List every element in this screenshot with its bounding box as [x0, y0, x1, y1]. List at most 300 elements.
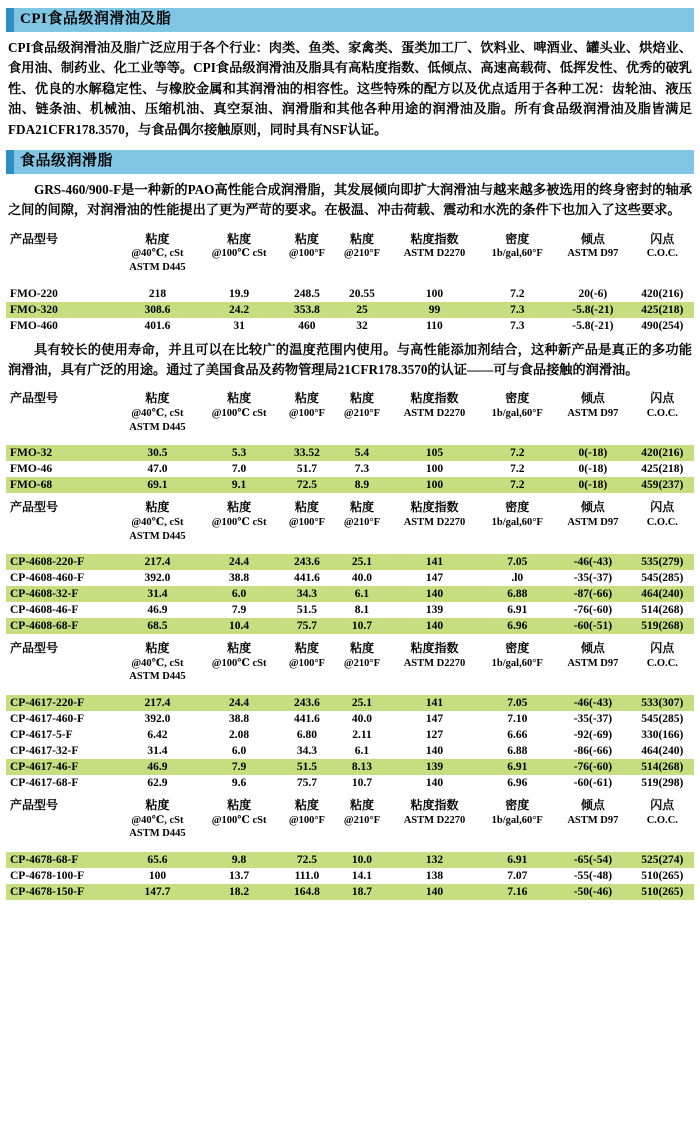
col-flash-point: [631, 797, 694, 842]
cell-pour: -76(-60): [573, 604, 613, 617]
cell-model: CP-4617-460-F: [10, 713, 85, 726]
cell-density: 7.3: [479, 302, 555, 318]
col-vi-sub: ASTM D2270: [403, 248, 466, 260]
table-row: [6, 727, 694, 743]
col-visc-100c-main: 粘度: [227, 231, 252, 246]
col-model: 产品型号: [10, 231, 59, 246]
col-visc-40c-main: 粘度: [145, 231, 170, 246]
col-viscosity-index: [390, 499, 480, 544]
cell-density: 6.91: [479, 759, 555, 775]
cell-model: FMO-46: [10, 463, 53, 476]
cell-density: 6.88: [479, 586, 555, 602]
col-pour-main: 倾点: [580, 231, 605, 246]
col-visc-210f: [334, 640, 389, 685]
table-header-row: [6, 499, 694, 544]
col-pour-point: [555, 231, 631, 276]
col-visc-40c-sub2: ASTM D445: [129, 261, 186, 273]
col-visc-210f-sub: @210°F: [343, 408, 381, 420]
cell-density: 6.88: [507, 745, 528, 758]
cell-model: CP-4608-220-F: [6, 554, 116, 570]
table-row: [6, 570, 694, 586]
cell-flash: 514(268): [641, 604, 684, 617]
cell-visc-100c: 19.9: [229, 287, 250, 300]
cell-visc-100f: 353.8: [279, 302, 334, 318]
table-row: [6, 302, 694, 318]
col-visc-40c-main: 粘度: [145, 798, 170, 813]
table-body: [6, 842, 694, 900]
cell-density: 7.2: [510, 463, 525, 476]
cell-flash: 420(216): [641, 287, 684, 300]
col-pour-main: 倾点: [580, 641, 605, 656]
cell-visc-40c: 392.0: [144, 713, 171, 726]
cell-density: 7.05: [479, 695, 555, 711]
cell-visc-100f: 72.5: [279, 477, 334, 493]
cell-pour: -60(-61): [573, 777, 613, 790]
cell-visc-40c: 65.6: [116, 852, 199, 868]
cell-visc-100c: 6.0: [199, 586, 280, 602]
accent-bar: [6, 150, 14, 174]
cell-flash: 464(240): [641, 745, 684, 758]
cell-visc-40c: 30.5: [116, 445, 199, 461]
col-visc-40c: [116, 499, 199, 544]
cell-visc-40c: 46.9: [116, 759, 199, 775]
col-visc-100c-main: 粘度: [227, 798, 252, 813]
section-title: 食品级润滑脂: [14, 150, 694, 174]
cell-vi: 99: [390, 302, 480, 318]
cell-flash: 510(265): [631, 884, 694, 900]
col-pour-sub: ASTM D97: [567, 814, 619, 826]
table-row: [6, 445, 694, 461]
cell-visc-210f: 10.7: [351, 777, 373, 790]
col-visc-40c-sub2: ASTM D445: [129, 671, 186, 683]
cell-visc-210f: 25.1: [334, 695, 389, 711]
col-pour-point: [555, 499, 631, 544]
col-density-main: 密度: [505, 798, 530, 813]
col-visc-40c-main: 粘度: [145, 500, 170, 515]
table-row: [6, 695, 694, 711]
cell-vi: 140: [390, 618, 480, 634]
cell-model: CP-4617-5-F: [10, 729, 73, 742]
col-pour-main: 倾点: [580, 798, 605, 813]
col-density-main: 密度: [505, 641, 530, 656]
cell-vi: 140: [425, 777, 444, 790]
cell-pour: -55(-48): [573, 869, 613, 882]
cell-visc-210f: 32: [356, 319, 368, 332]
cell-pour: -46(-43): [555, 695, 631, 711]
col-density-sub: 1b/gal,60°F: [491, 516, 543, 528]
col-visc-100c-main: 粘度: [227, 391, 252, 406]
cell-vi: 141: [390, 554, 480, 570]
cell-visc-100f: 75.7: [296, 777, 317, 790]
cell-visc-100f: 51.5: [279, 759, 334, 775]
cell-density: 7.16: [479, 884, 555, 900]
col-pour-sub: ASTM D97: [567, 248, 619, 260]
cell-vi: 147: [425, 572, 444, 585]
col-visc-100f-sub: @100°F: [288, 248, 325, 260]
cell-pour: 0(-18): [555, 477, 631, 493]
col-visc-40c: [116, 640, 199, 685]
cell-pour: -46(-43): [555, 554, 631, 570]
col-flash-sub: C.O.C.: [646, 516, 678, 528]
cell-model: FMO-460: [10, 319, 58, 332]
cell-visc-100f: 51.5: [296, 604, 317, 617]
cell-visc-100c: 2.08: [229, 729, 250, 742]
cell-visc-40c: 47.0: [147, 463, 168, 476]
cell-visc-210f: 2.11: [352, 729, 372, 742]
col-visc-40c: [116, 231, 199, 276]
cell-visc-210f: 18.7: [334, 884, 389, 900]
cell-visc-100c: 38.8: [229, 572, 250, 585]
cell-density: 7.3: [510, 319, 525, 332]
table-row: [6, 868, 694, 884]
col-visc-40c-sub1: @40℃, cSt: [131, 516, 184, 528]
cell-flash: 525(274): [631, 852, 694, 868]
cell-pour: -35(-37): [573, 572, 613, 585]
cell-model: FMO-320: [6, 302, 116, 318]
col-density: [479, 231, 555, 276]
cell-pour: -87(-66): [555, 586, 631, 602]
cell-visc-100c: 9.8: [199, 852, 280, 868]
col-vi-main: 粘度指数: [410, 391, 459, 406]
cell-visc-210f: 20.55: [349, 287, 375, 300]
cell-visc-210f: 6.1: [354, 745, 370, 758]
col-visc-40c-sub2: ASTM D445: [129, 530, 186, 542]
cell-flash: 545(285): [641, 572, 684, 585]
col-visc-100f: [279, 390, 334, 435]
col-viscosity-index: [390, 390, 480, 435]
cell-visc-100c: 7.9: [199, 759, 280, 775]
col-visc-100f-sub: @100°F: [288, 657, 325, 669]
col-visc-100c: [199, 797, 280, 842]
col-vi-sub: ASTM D2270: [403, 408, 466, 420]
col-model: 产品型号: [10, 641, 59, 656]
cell-pour: -92(-69): [573, 729, 613, 742]
cell-flash: 519(298): [641, 777, 684, 790]
cell-pour: 20(-6): [578, 287, 608, 300]
cell-visc-100f: 111.0: [294, 869, 320, 882]
section-title: CPI食品级润滑油及脂: [14, 8, 694, 32]
spec-table-fmo-220: [6, 231, 694, 334]
cell-vi: 105: [390, 445, 480, 461]
accent-bar: [6, 8, 14, 32]
table-body: [6, 544, 694, 634]
cell-vi: 138: [425, 869, 444, 882]
col-density-main: 密度: [505, 500, 530, 515]
cell-pour: -5.8(-21): [572, 319, 614, 332]
cell-visc-100f: 441.6: [293, 713, 320, 726]
cell-pour: -5.8(-21): [555, 302, 631, 318]
cell-visc-100c: 6.0: [231, 745, 247, 758]
col-flash-main: 闪点: [650, 231, 675, 246]
col-visc-100f-main: 粘度: [294, 500, 319, 515]
cell-model: FMO-220: [10, 287, 58, 300]
cell-visc-210f: 5.4: [334, 445, 389, 461]
col-visc-40c-sub1: @40℃, cSt: [131, 408, 184, 420]
cell-visc-100f: 460: [298, 319, 316, 332]
cell-density: 6.91: [507, 604, 528, 617]
table-row: [6, 618, 694, 634]
cell-vi: 110: [426, 319, 443, 332]
cell-model: CP-4617-68-F: [10, 777, 79, 790]
cell-vi: 132: [390, 852, 480, 868]
col-visc-100c-main: 粘度: [227, 500, 252, 515]
cell-visc-40c: 68.5: [116, 618, 199, 634]
col-flash-sub: C.O.C.: [646, 248, 678, 260]
cell-visc-100f: 441.6: [293, 572, 320, 585]
cell-visc-100f: 34.3: [279, 586, 334, 602]
col-visc-210f: [334, 797, 389, 842]
col-model: 产品型号: [10, 500, 59, 515]
cell-model: FMO-68: [6, 477, 116, 493]
cell-visc-100f: 75.7: [279, 618, 334, 634]
col-density-main: 密度: [505, 231, 530, 246]
cell-density: 7.2: [479, 477, 555, 493]
col-pour-sub: ASTM D97: [567, 408, 619, 420]
col-visc-210f-sub: @210°F: [343, 657, 381, 669]
col-visc-100f: [279, 797, 334, 842]
col-density: [479, 390, 555, 435]
cell-vi: 147: [425, 713, 444, 726]
spacer-row: [6, 842, 694, 852]
col-visc-100f: [279, 640, 334, 685]
mid-paragraph: 具有较长的使用寿命，并且可以在比较广的温度范围内使用。与高性能添加剂结合，这种新产品是真正的多功能润滑油，具有广泛的用途。通过了美国食品及药物管理局21CFR178.3570的认证——可与食品接触的润滑油。: [8, 341, 692, 377]
cell-visc-40c: 31.4: [116, 586, 199, 602]
col-visc-40c-sub1: @40℃, cSt: [131, 657, 184, 669]
cell-flash: 514(268): [631, 759, 694, 775]
col-density-sub: 1b/gal,60°F: [491, 408, 543, 420]
col-visc-210f-main: 粘度: [349, 641, 374, 656]
table-row: [6, 884, 694, 900]
cell-model: CP-4608-32-F: [6, 586, 116, 602]
cell-visc-40c: 69.1: [116, 477, 199, 493]
cell-flash: 545(285): [641, 713, 684, 726]
col-visc-100f: [279, 231, 334, 276]
col-visc-100c-sub: @100℃ cSt: [211, 248, 267, 260]
spec-table-fmo-32: [6, 390, 694, 493]
col-visc-210f: [334, 231, 389, 276]
cell-visc-40c: 6.42: [147, 729, 168, 742]
col-visc-100f-main: 粘度: [294, 231, 319, 246]
cell-density: 6.96: [479, 618, 555, 634]
col-visc-100f-main: 粘度: [294, 391, 319, 406]
cell-model: CP-4608-460-F: [10, 572, 85, 585]
cell-visc-40c: 392.0: [144, 572, 171, 585]
cell-visc-100c: 24.4: [199, 554, 280, 570]
cell-visc-210f: 8.1: [354, 604, 370, 617]
cell-visc-100f: 33.52: [279, 445, 334, 461]
cell-visc-100f: 6.80: [296, 729, 317, 742]
cell-vi: 100: [425, 287, 444, 300]
cell-visc-40c: 46.9: [147, 604, 168, 617]
cell-visc-100c: 5.3: [199, 445, 280, 461]
col-model: 产品型号: [10, 798, 59, 813]
col-pour-point: [555, 390, 631, 435]
cell-flash: 420(216): [631, 445, 694, 461]
col-visc-100c: [199, 231, 280, 276]
grease-paragraph: GRS-460/900-F是一种新的PAO高性能合成润滑脂，其发展倾向即扩大润滑油与越来越多被选用的终身密封的轴承之间的间隙，对润滑油的性能提出了更为严苛的要求。在极温、冲击荷载、震动和水洗的条件下也加入了这些要求。: [8, 181, 692, 218]
col-visc-40c: [116, 390, 199, 435]
cell-visc-100f: 243.6: [279, 695, 334, 711]
cell-density: 7.05: [479, 554, 555, 570]
cell-density: 6.91: [479, 852, 555, 868]
table-row: [6, 318, 694, 334]
table-row: [6, 602, 694, 618]
col-vi-sub: ASTM D2270: [403, 516, 466, 528]
cell-visc-100c: 24.4: [199, 695, 280, 711]
col-visc-100f-main: 粘度: [294, 798, 319, 813]
col-model: 产品型号: [10, 391, 59, 406]
col-visc-40c-sub1: @40℃, cSt: [131, 248, 184, 260]
col-visc-210f-main: 粘度: [349, 500, 374, 515]
col-flash-main: 闪点: [650, 500, 675, 515]
col-viscosity-index: [390, 231, 480, 276]
col-visc-210f: [334, 499, 389, 544]
table-row: [6, 852, 694, 868]
cell-visc-100f: 72.5: [279, 852, 334, 868]
col-visc-210f-sub: @210°F: [343, 814, 381, 826]
col-pour-main: 倾点: [580, 391, 605, 406]
col-visc-100c-sub: @100℃ cSt: [211, 657, 267, 669]
col-visc-40c-sub2: ASTM D445: [129, 828, 186, 840]
col-flash-main: 闪点: [650, 391, 675, 406]
table-body: [6, 276, 694, 334]
table-row: [6, 711, 694, 727]
col-visc-100c-main: 粘度: [227, 641, 252, 656]
col-visc-100f: [279, 499, 334, 544]
col-density: [479, 499, 555, 544]
cell-visc-40c: 217.4: [116, 695, 199, 711]
cell-visc-100c: 13.7: [229, 869, 250, 882]
spacer-row: [6, 544, 694, 554]
cell-flash: 425(218): [631, 302, 694, 318]
col-pour-point: [555, 640, 631, 685]
section-header-grease: [6, 150, 694, 174]
cell-density: 7.2: [479, 445, 555, 461]
spec-table-cp-4617: [6, 640, 694, 791]
col-visc-210f-sub: @210°F: [343, 516, 381, 528]
cell-visc-100c: 31: [233, 319, 245, 332]
cell-visc-210f: 14.1: [351, 869, 373, 882]
cell-visc-100f: 51.7: [296, 463, 317, 476]
spacer-row: [6, 685, 694, 695]
cell-density: 6.96: [507, 777, 528, 790]
cell-model: CP-4617-220-F: [6, 695, 116, 711]
col-flash-point: [631, 390, 694, 435]
cell-flash: 330(166): [641, 729, 684, 742]
cell-vi: 140: [390, 884, 480, 900]
cell-pour: -65(-54): [555, 852, 631, 868]
cell-visc-210f: 25.1: [334, 554, 389, 570]
col-vi-main: 粘度指数: [410, 231, 459, 246]
col-pour-sub: ASTM D97: [567, 657, 619, 669]
table-row: [6, 759, 694, 775]
col-viscosity-index: [390, 797, 480, 842]
col-visc-100c: [199, 640, 280, 685]
cell-model: CP-4678-150-F: [6, 884, 116, 900]
table-row: [6, 286, 694, 302]
col-visc-40c-sub2: ASTM D445: [129, 421, 186, 433]
col-visc-100f-main: 粘度: [294, 641, 319, 656]
col-visc-100c: [199, 499, 280, 544]
col-visc-100f-sub: @100°F: [288, 408, 325, 420]
col-vi-main: 粘度指数: [410, 641, 459, 656]
cell-flash: 459(237): [631, 477, 694, 493]
cell-visc-40c: 100: [148, 869, 167, 882]
cell-visc-100f: 34.3: [296, 745, 317, 758]
cell-visc-100c: 9.6: [231, 777, 247, 790]
col-visc-210f: [334, 390, 389, 435]
col-density-sub: 1b/gal,60°F: [491, 657, 543, 669]
cell-vi: 139: [390, 759, 480, 775]
cell-pour: -76(-60): [555, 759, 631, 775]
cell-visc-210f: 10.7: [334, 618, 389, 634]
table-body: [6, 685, 694, 791]
cell-vi: 140: [390, 586, 480, 602]
cell-model: CP-4678-68-F: [6, 852, 116, 868]
col-flash-point: [631, 499, 694, 544]
cell-model: CP-4608-46-F: [10, 604, 79, 617]
cell-visc-100f: 243.6: [279, 554, 334, 570]
col-flash-sub: C.O.C.: [646, 408, 678, 420]
cell-model: CP-4617-32-F: [10, 745, 79, 758]
col-visc-100f-sub: @100°F: [288, 516, 325, 528]
col-flash-main: 闪点: [650, 798, 675, 813]
cell-flash: 519(268): [631, 618, 694, 634]
cell-visc-100f: 164.8: [279, 884, 334, 900]
cell-visc-210f: 25: [334, 302, 389, 318]
cell-pour: -86(-66): [573, 745, 613, 758]
col-visc-40c: [116, 797, 199, 842]
col-density-main: 密度: [505, 391, 530, 406]
cell-visc-40c: 217.4: [116, 554, 199, 570]
cell-flash: 490(254): [641, 319, 684, 332]
col-density-sub: 1b/gal,60°F: [491, 248, 543, 260]
col-pour-main: 倾点: [580, 500, 605, 515]
table-body: [6, 435, 694, 493]
cell-visc-210f: 8.9: [334, 477, 389, 493]
cell-density: .l0: [511, 572, 524, 585]
table-row: [6, 554, 694, 570]
cell-visc-210f: 40.0: [351, 572, 373, 585]
intro-paragraph: CPI食品级润滑油及脂广泛应用于各个行业：肉类、鱼类、家禽类、蛋类加工厂、饮料业、啤酒业、罐头业、烘焙业、食用油、制药业、化工业等等。CPI食品级润滑油及脂具有高粘度指数、低倾点、高速高载荷、低挥发性、优秀的破乳性、优良的水解稳定性、与橡胶金属和其润滑油的相容性。这些特殊的配方以及优点适用于各种工况：齿轮油、液压油、链条油、机械油、压缩机油、真空泵油、润滑脂和其他各种用途的润滑油及脂。所有食品级润滑油及脂皆满足FDA21CFR178.3570，与食品偶尔接触原则，同时具有NSF认证。: [8, 39, 692, 137]
cell-flash: 535(279): [631, 554, 694, 570]
col-flash-point: [631, 640, 694, 685]
table-row: [6, 775, 694, 791]
spacer-row: [6, 276, 694, 286]
cell-visc-210f: 8.13: [334, 759, 389, 775]
col-vi-main: 粘度指数: [410, 500, 459, 515]
table-header-row: [6, 640, 694, 685]
col-vi-main: 粘度指数: [410, 798, 459, 813]
col-visc-210f-main: 粘度: [349, 231, 374, 246]
col-visc-40c-main: 粘度: [145, 391, 170, 406]
col-density: [479, 797, 555, 842]
cell-flash: 425(218): [641, 463, 684, 476]
cell-visc-100f: 248.5: [293, 287, 320, 300]
col-flash-main: 闪点: [650, 641, 675, 656]
cell-pour: -50(-46): [555, 884, 631, 900]
table-row: [6, 743, 694, 759]
col-visc-100f-sub: @100°F: [288, 814, 325, 826]
cell-visc-40c: 31.4: [147, 745, 168, 758]
spec-table-cp-4608: [6, 499, 694, 634]
col-pour-point: [555, 797, 631, 842]
cell-visc-100c: 10.4: [199, 618, 280, 634]
cell-visc-210f: 10.0: [334, 852, 389, 868]
cell-pour: -60(-51): [555, 618, 631, 634]
cell-model: FMO-32: [6, 445, 116, 461]
cell-flash: 464(240): [631, 586, 694, 602]
